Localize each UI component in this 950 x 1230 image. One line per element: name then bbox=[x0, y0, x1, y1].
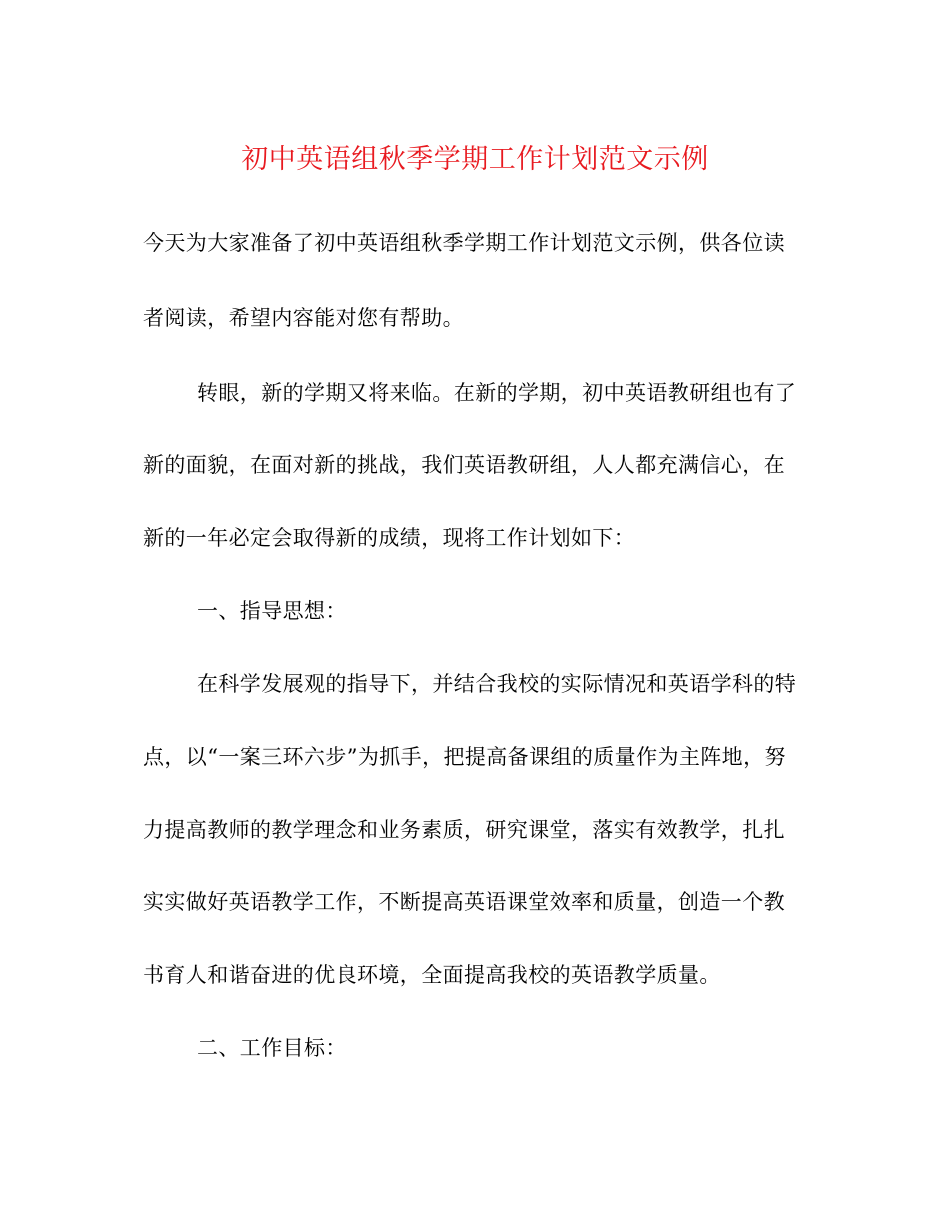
section-heading-1: 一、指导思想： bbox=[197, 599, 347, 623]
paragraph-2-line-3: 力提高教师的教学理念和业务素质，研究课堂，落实有效教学，扎扎 bbox=[143, 818, 785, 842]
intro-line-2: 者阅读，希望内容能对您有帮助。 bbox=[143, 306, 464, 330]
paragraph-1-line-1: 转眼，新的学期又将来临。在新的学期，初中英语教研组也有了 bbox=[197, 381, 797, 405]
paragraph-2-line-4: 实实做好英语教学工作，不断提高英语课堂效率和质量，创造一个教 bbox=[143, 890, 785, 914]
paragraph-2-line-5: 书育人和谐奋进的优良环境，全面提高我校的英语教学质量。 bbox=[143, 963, 721, 987]
paragraph-2-line-1: 在科学发展观的指导下，并结合我校的实际情况和英语学科的特 bbox=[197, 672, 797, 696]
paragraph-1-line-2: 新的面貌，在面对新的挑战，我们英语教研组，人人都充满信心，在 bbox=[143, 453, 785, 477]
intro-line-1: 今天为大家准备了初中英语组秋季学期工作计划范文示例，供各位读 bbox=[143, 231, 785, 255]
paragraph-1-line-3: 新的一年必定会取得新的成绩，现将工作计划如下： bbox=[143, 526, 636, 550]
paragraph-2-line-2: 点，以“一案三环六步”为抓手，把提高备课组的质量作为主阵地，努 bbox=[143, 745, 786, 769]
document-title: 初中英语组秋季学期工作计划范文示例 bbox=[241, 144, 709, 175]
section-heading-2: 二、工作目标： bbox=[197, 1036, 347, 1060]
